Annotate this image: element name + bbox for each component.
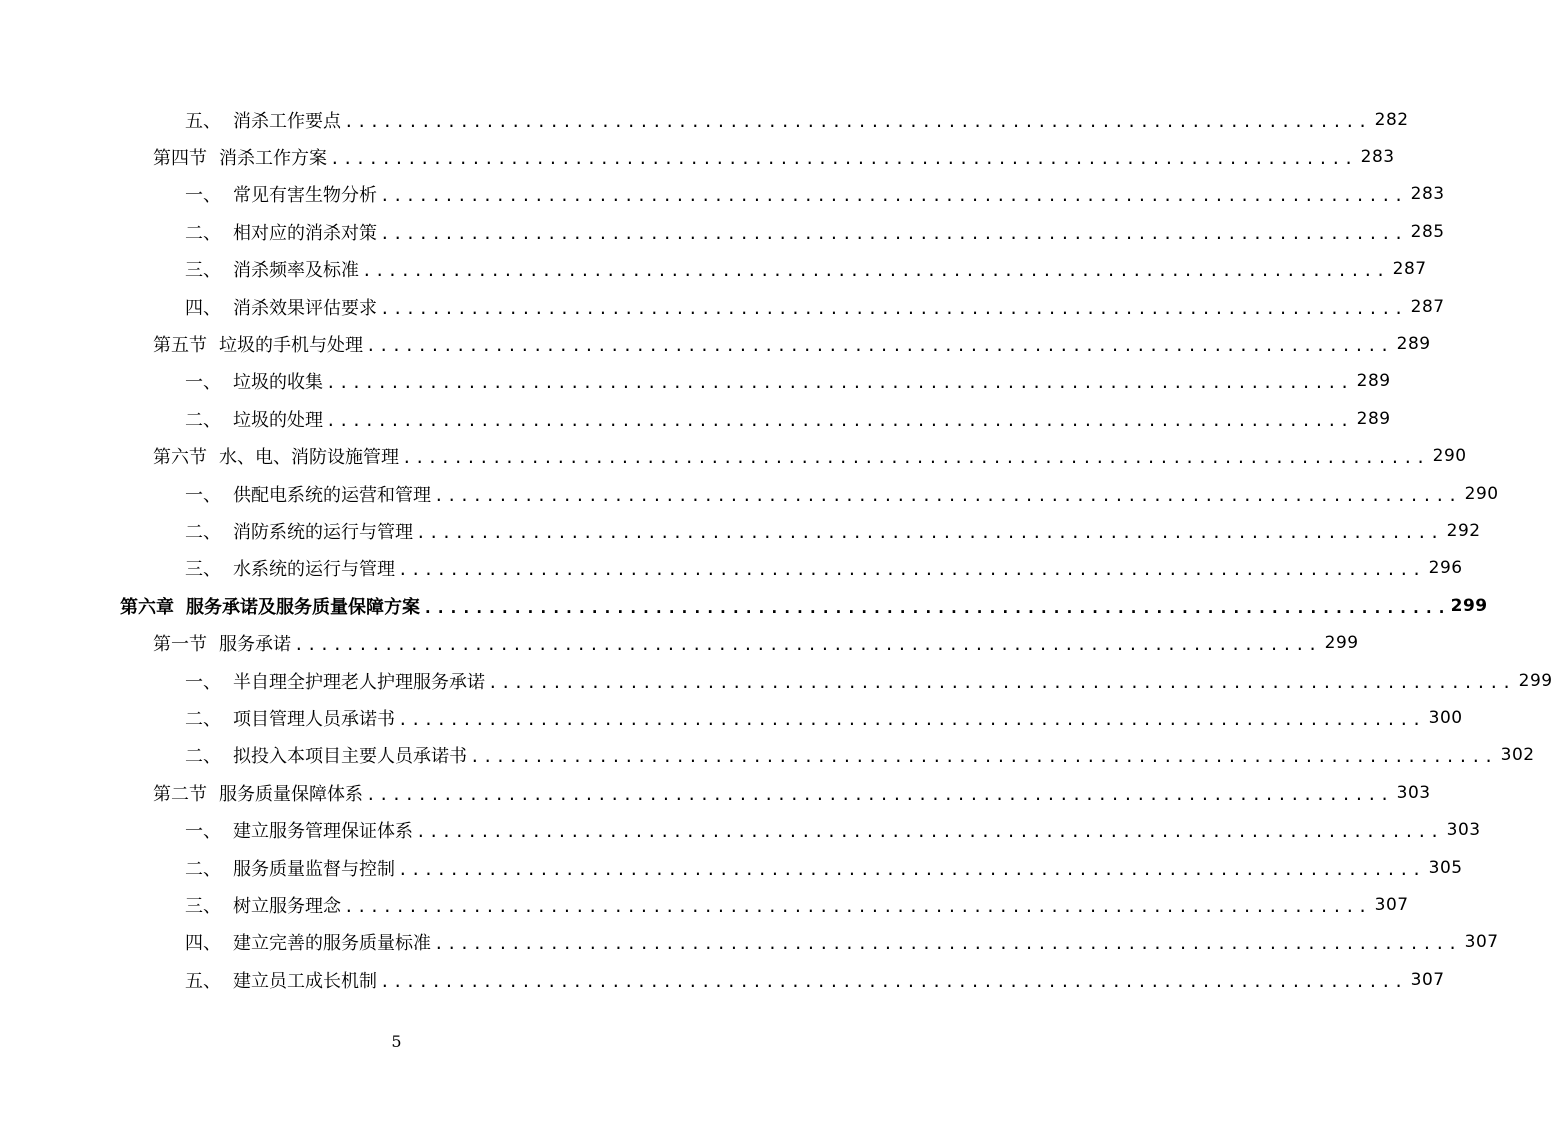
toc-page-number: 289 <box>1356 371 1391 392</box>
toc-entry-heading <box>185 668 485 694</box>
toc-entry-title: 消杀效果评估要求 <box>233 297 377 319</box>
toc-dot-leader: ................................................................................ <box>366 336 1393 356</box>
toc-entry-title: 半自理全护理老人护理服务承诺 <box>233 671 485 693</box>
toc-entry-number: 第六章 <box>120 596 174 618</box>
toc-entry-number: 二、 <box>185 708 221 730</box>
toc-entry-heading <box>185 181 377 207</box>
toc-entry-chap[interactable] <box>0 587 1488 624</box>
toc-entry-heading <box>153 331 363 357</box>
toc-entry-sub[interactable] <box>0 512 1481 549</box>
toc-entry-number: 三、 <box>185 559 221 581</box>
toc-page-number: 287 <box>1392 259 1427 280</box>
toc-entry-number: 五、 <box>185 970 221 992</box>
toc-entry-title: 垃圾的手机与处理 <box>219 335 363 357</box>
toc-entry-sub[interactable] <box>0 475 1499 512</box>
toc-entry-heading <box>185 518 413 544</box>
toc-entry-number: 四、 <box>185 297 221 319</box>
toc-page-number: 283 <box>1410 184 1445 205</box>
toc-entry-title: 消防系统的运行与管理 <box>233 521 413 543</box>
toc-entry-number: 三、 <box>185 895 221 917</box>
toc-entry-title: 供配电系统的运营和管理 <box>233 484 431 506</box>
toc-entry-title: 服务质量监督与控制 <box>233 858 395 880</box>
toc-page-number: 285 <box>1410 221 1445 242</box>
toc-entry-title: 消杀工作方案 <box>219 148 327 170</box>
toc-entry-number: 一、 <box>185 671 221 693</box>
toc-page-number: 290 <box>1464 483 1499 504</box>
toc-page-number: 307 <box>1464 932 1499 953</box>
toc-page-number: 290 <box>1432 446 1467 467</box>
toc-entry-sub[interactable] <box>0 550 1463 587</box>
toc-entry-title: 服务承诺 <box>219 634 291 656</box>
toc-entry-sub[interactable] <box>0 251 1427 288</box>
toc-entry-heading <box>185 107 341 133</box>
toc-page-number: 302 <box>1500 745 1535 766</box>
toc-entry-heading <box>185 294 377 320</box>
toc-entry-sec[interactable] <box>0 438 1467 475</box>
toc-entry-number: 三、 <box>185 260 221 282</box>
toc-page-number: 305 <box>1428 857 1463 878</box>
toc-entry-title: 项目管理人员承诺书 <box>233 708 395 730</box>
toc-dot-leader: ................................................................................ <box>398 560 1425 580</box>
toc-entry-number: 二、 <box>185 222 221 244</box>
toc-entry-title: 建立服务管理保证体系 <box>233 821 413 843</box>
toc-page-number: 283 <box>1360 147 1395 168</box>
toc-dot-leader: ................................................................................ <box>380 971 1407 991</box>
toc-entry-heading <box>185 929 431 955</box>
toc-entry-number: 一、 <box>185 372 221 394</box>
toc-entry-title: 消杀频率及标准 <box>233 260 359 282</box>
toc-entry-title: 垃圾的处理 <box>233 409 323 431</box>
toc-entry-number: 第四节 <box>153 148 207 170</box>
toc-entry-sub[interactable] <box>0 176 1445 213</box>
toc-entry-title: 树立服务理念 <box>233 895 341 917</box>
toc-page-number: 300 <box>1428 707 1463 728</box>
toc-entry-title: 消杀工作要点 <box>233 110 341 132</box>
toc-entry-number: 二、 <box>185 746 221 768</box>
toc-page-number: 303 <box>1396 782 1431 803</box>
toc-entry-number: 二、 <box>185 409 221 431</box>
toc-entry-number: 五、 <box>185 110 221 132</box>
toc-entry-heading <box>185 892 341 918</box>
toc-entry-number: 一、 <box>185 484 221 506</box>
toc-entry-number: 第六节 <box>153 447 207 469</box>
toc-entry-heading <box>153 780 363 806</box>
toc-page-number: 289 <box>1396 334 1431 355</box>
toc-entry-sub[interactable] <box>0 400 1391 437</box>
toc-dot-leader: ................................................................................ <box>294 635 1321 655</box>
toc-page-number: 299 <box>1324 633 1359 654</box>
toc-entry-sub[interactable] <box>0 699 1463 736</box>
page-number: 5 <box>391 1032 402 1051</box>
toc-dot-leader: ................................................................................ <box>326 410 1353 430</box>
toc-entry-title: 建立完善的服务质量标准 <box>233 933 431 955</box>
toc-dot-leader: ................................................................................ <box>344 111 1371 131</box>
toc-entry-sub[interactable] <box>0 662 1553 699</box>
toc-entry-number: 二、 <box>185 858 221 880</box>
toc-entry-heading <box>185 555 395 581</box>
toc-dot-leader: ................................................................................ <box>416 522 1443 542</box>
toc-entry-sub[interactable] <box>0 363 1391 400</box>
toc-dot-leader: ................................................................................ <box>380 298 1407 318</box>
toc-page-number: 299 <box>1450 595 1488 616</box>
toc-entry-number: 四、 <box>185 933 221 955</box>
toc-entry-sub[interactable] <box>0 101 1409 138</box>
toc-entry-sub[interactable] <box>0 849 1463 886</box>
toc-entry-title: 建立员工成长机制 <box>233 970 377 992</box>
toc-entry-heading <box>153 630 291 656</box>
toc-entry-heading <box>120 593 420 619</box>
toc-dot-leader: ................................................................................ <box>402 448 1429 468</box>
toc-entry-heading <box>185 742 467 768</box>
toc-entry-title: 常见有害生物分析 <box>233 185 377 207</box>
toc-dot-leader: ................................................................................ <box>434 485 1461 505</box>
toc-dot-leader: ................................................................................ <box>398 709 1425 729</box>
toc-entry-sub[interactable] <box>0 961 1445 998</box>
toc-entry-title: 拟投入本项目主要人员承诺书 <box>233 746 467 768</box>
toc-entry-number: 二、 <box>185 521 221 543</box>
toc-entry-heading <box>185 406 323 432</box>
toc-entry-title: 垃圾的收集 <box>233 372 323 394</box>
toc-entry-heading <box>185 256 359 282</box>
toc-entry-sub[interactable] <box>0 288 1445 325</box>
toc-entry-heading <box>185 817 413 843</box>
toc-entry-number: 一、 <box>185 821 221 843</box>
toc-entry-number: 第二节 <box>153 783 207 805</box>
toc-entry-sec[interactable] <box>0 774 1431 811</box>
toc-page-number: 296 <box>1428 558 1463 579</box>
toc-entry-sub[interactable] <box>0 737 1535 774</box>
toc-page-number: 292 <box>1446 520 1481 541</box>
toc-entry-heading <box>185 368 323 394</box>
toc-entry-title: 服务质量保障体系 <box>219 783 363 805</box>
toc-entry-heading <box>185 855 395 881</box>
toc-dot-leader: ................................................................................ <box>380 186 1407 206</box>
toc-dot-leader: ................................................................................ <box>398 859 1425 879</box>
toc-dot-leader: ................................................................................ <box>330 149 1357 169</box>
toc-dot-leader: ................................................................................ <box>416 822 1443 842</box>
toc-entry-sec[interactable] <box>0 138 1395 175</box>
toc-entry-sub[interactable] <box>0 213 1445 250</box>
toc-dot-leader: ................................................................................ <box>488 672 1515 692</box>
toc-entry-heading <box>185 967 377 993</box>
toc-entry-sec[interactable] <box>0 325 1431 362</box>
toc-entry-number: 一、 <box>185 185 221 207</box>
toc-dot-leader: ................................................................................ <box>380 223 1407 243</box>
toc-dot-leader: ................................................................................ <box>326 373 1353 393</box>
toc-dot-leader: ................................................................................ <box>362 261 1389 281</box>
toc-entry-number: 第五节 <box>153 335 207 357</box>
toc-page-number: 307 <box>1410 969 1445 990</box>
toc-page-number: 299 <box>1518 670 1553 691</box>
toc-entry-title: 水、电、消防设施管理 <box>219 447 399 469</box>
toc-dot-leader: ................................................................................ <box>366 784 1393 804</box>
toc-dot-leader: ................................................................................ <box>423 597 1450 617</box>
toc-entry-sub[interactable] <box>0 924 1499 961</box>
table-of-contents <box>0 101 1553 998</box>
toc-entry-sec[interactable] <box>0 624 1359 661</box>
toc-dot-leader: ................................................................................ <box>434 934 1461 954</box>
toc-dot-leader: ................................................................................ <box>344 896 1371 916</box>
toc-entry-number: 第一节 <box>153 634 207 656</box>
toc-page-number: 282 <box>1374 109 1409 130</box>
toc-entry-heading <box>185 481 431 507</box>
toc-page-number: 307 <box>1374 894 1409 915</box>
toc-dot-leader: ................................................................................ <box>470 747 1497 767</box>
toc-entry-heading <box>185 705 395 731</box>
toc-entry-heading <box>153 144 327 170</box>
toc-entry-sub[interactable] <box>0 886 1409 923</box>
toc-entry-title: 相对应的消杀对策 <box>233 222 377 244</box>
toc-entry-sub[interactable] <box>0 811 1481 848</box>
toc-entry-title: 水系统的运行与管理 <box>233 559 395 581</box>
toc-page-number: 289 <box>1356 408 1391 429</box>
toc-entry-heading <box>185 219 377 245</box>
toc-page-number: 287 <box>1410 296 1445 317</box>
toc-page-number: 303 <box>1446 820 1481 841</box>
toc-entry-heading <box>153 443 399 469</box>
toc-entry-title: 服务承诺及服务质量保障方案 <box>186 596 420 618</box>
